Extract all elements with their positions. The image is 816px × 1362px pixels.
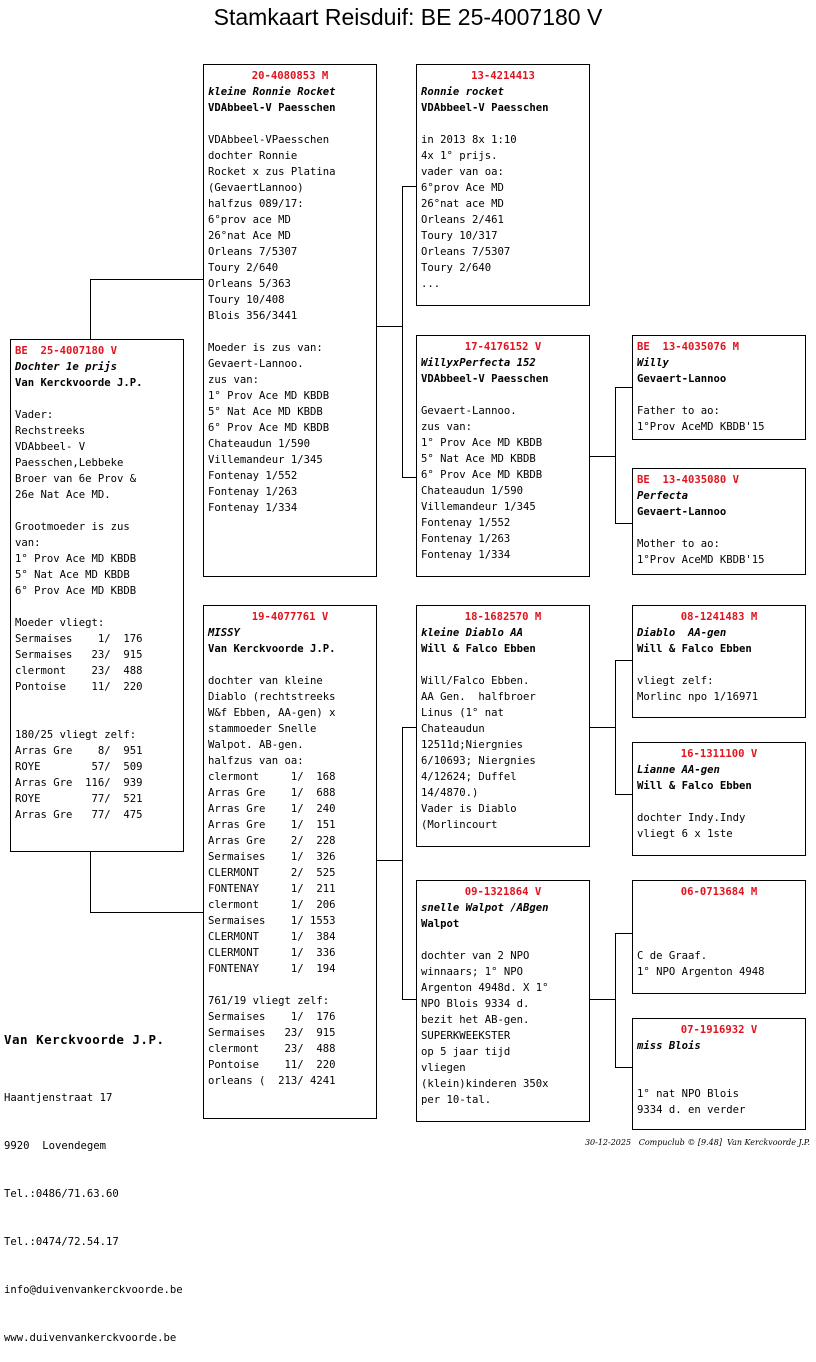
note-line: CLERMONT 1/ 384	[208, 931, 336, 943]
note-line: Will/Falco Ebben.	[421, 675, 530, 687]
connector	[90, 912, 204, 913]
note-line: 26e Nat Ace MD.	[15, 489, 111, 501]
note-line: Fontenay 1/334	[421, 549, 511, 561]
ring-number: BE 13-4035080 V	[637, 474, 740, 486]
note-line: Walpot. AB-gen.	[208, 739, 304, 751]
pigeon-card-father-father[interactable]	[416, 64, 590, 306]
note-line: Arras Gre 1/ 151	[208, 819, 336, 831]
pigeon-card-subject[interactable]	[10, 339, 184, 852]
pigeon-owner: Will & Falco Ebben	[421, 643, 536, 655]
connector	[589, 727, 615, 728]
note-line: W&f Ebben, AA-gen) x	[208, 707, 336, 719]
pigeon-card-father-mother[interactable]	[416, 335, 590, 577]
connector	[402, 477, 417, 478]
note-line: Villemandeur 1/345	[421, 501, 536, 513]
note-line: C de Graaf.	[637, 950, 708, 962]
note-line: 6/10693; Niergnies	[421, 755, 536, 767]
note-line: clermont 23/ 488	[208, 1043, 336, 1055]
note-line: 26°nat Ace MD	[208, 230, 291, 242]
note-line: SUPERKWEEKSTER	[421, 1030, 511, 1042]
note-line: Argenton 4948d. X 1°	[421, 982, 549, 994]
note-line: Fontenay 1/334	[208, 502, 298, 514]
note-line: 5° Nat Ace MD KBDB	[421, 453, 536, 465]
note-line: orleans ( 213/ 4241	[208, 1075, 336, 1087]
pigeon-owner: VDAbbeel-V Paesschen	[421, 102, 549, 114]
note-line: clermont 1/ 206	[208, 899, 336, 911]
note-line: 761/19 vliegt zelf:	[208, 995, 330, 1007]
ring-number: 07-1916932 V	[680, 1024, 758, 1036]
pigeon-card-mm-father[interactable]	[632, 880, 806, 994]
note-line: VDAbbeel-VPaesschen	[208, 134, 330, 146]
note-line: Moeder vliegt:	[15, 617, 105, 629]
ring-number: 06-0713684 M	[680, 886, 758, 898]
ring-number: 16-1311100 V	[680, 748, 758, 760]
note-line: winnaars; 1° NPO	[421, 966, 524, 978]
note-line: Fontenay 1/263	[208, 486, 298, 498]
pigeon-card-mother-mother[interactable]	[416, 880, 590, 1122]
note-line: Sermaises 1/ 176	[15, 633, 143, 645]
note-line: Arras Gre 116/ 939	[15, 777, 143, 789]
note-line	[637, 657, 801, 673]
note-line: NPO Blois 9334 d.	[421, 998, 530, 1010]
print-stamp: 30-12-2025 Compuclub © [9.48] Van Kerckvoorde J.P.	[584, 1138, 810, 1147]
note-line: 1° Prov Ace MD KBDB	[15, 553, 137, 565]
note-line: 6°prov Ace MD	[421, 182, 504, 194]
note-line: 6° Prov Ace MD KBDB	[15, 585, 137, 597]
note-line	[15, 503, 179, 519]
pigeon-name: snelle Walpot /ABgen	[421, 902, 549, 914]
connector	[615, 933, 616, 1068]
note-line: Diablo (rechtstreeks	[208, 691, 336, 703]
connector	[376, 326, 402, 327]
note-line: Orleans 2/461	[421, 214, 504, 226]
note-line: vliegt 6 x 1ste	[637, 828, 733, 840]
connector	[615, 660, 616, 795]
connector	[402, 186, 403, 478]
note-line: Vader:	[15, 409, 54, 421]
note-line: Orleans 5/363	[208, 278, 291, 290]
note-line	[637, 932, 801, 948]
note-line: Toury 2/640	[208, 262, 279, 274]
phone-1: Tel.:0486/71.63.60	[4, 1188, 119, 1200]
connector	[90, 851, 91, 913]
note-line: 1°Prov AceMD KBDB'15	[637, 554, 765, 566]
pigeon-card-mf-mother[interactable]	[632, 742, 806, 856]
note-line: 12511d;Niergnies	[421, 739, 524, 751]
note-line: CLERMONT 1/ 336	[208, 947, 336, 959]
note-line: Gevaert-Lannoo.	[208, 358, 304, 370]
note-line: Fontenay 1/263	[421, 533, 511, 545]
pigeon-owner: Gevaert-Lannoo	[637, 506, 727, 518]
note-line: Vader is Diablo	[421, 803, 517, 815]
note-line	[637, 1070, 801, 1086]
note-line: Arras Gre 77/ 475	[15, 809, 143, 821]
note-line	[208, 977, 372, 993]
note-line: 5° Nat Ace MD KBDB	[15, 569, 130, 581]
note-line: vliegt zelf:	[637, 675, 714, 687]
note-line: halfzus 089/17:	[208, 198, 304, 210]
note-line: Toury 10/408	[208, 294, 285, 306]
note-line: 4/12624; Duffel	[421, 771, 517, 783]
note-line: stammoeder Snelle	[208, 723, 317, 735]
connector	[402, 186, 417, 187]
note-line: Linus (1° nat	[421, 707, 504, 719]
note-line: zus van:	[208, 374, 260, 386]
pigeon-card-mf-father[interactable]	[632, 605, 806, 718]
note-line	[421, 932, 585, 948]
connector	[90, 279, 91, 340]
note-line: Blois 356/3441	[208, 310, 298, 322]
note-line: (Morlincourt	[421, 819, 498, 831]
note-line: AA Gen. halfbroer	[421, 691, 536, 703]
note-line: Sermaises 1/ 176	[208, 1011, 336, 1023]
pigeon-name: MISSY	[208, 627, 240, 639]
note-line: 1° Prov Ace MD KBDB	[208, 390, 330, 402]
note-line: in 2013 8x 1:10	[421, 134, 517, 146]
note-line	[208, 657, 372, 673]
note-line: vliegen	[421, 1062, 466, 1074]
pigeon-owner: Walpot	[421, 918, 460, 930]
pigeon-owner: Van Kerckvoorde J.P.	[15, 377, 143, 389]
connector	[90, 279, 204, 280]
ring-number: 09-1321864 V	[464, 886, 542, 898]
note-line: Chateaudun 1/590	[421, 485, 524, 497]
pigeon-name: miss Blois	[637, 1040, 701, 1052]
note-line: Rocket x zus Platina	[208, 166, 336, 178]
note-line: Toury 2/640	[421, 262, 492, 274]
note-line: van:	[15, 537, 41, 549]
note-line: ROYE 57/ 509	[15, 761, 143, 773]
note-line: 14/4870.)	[421, 787, 479, 799]
connector	[615, 523, 633, 524]
note-line: 1° Prov Ace MD KBDB	[421, 437, 543, 449]
note-line: Arras Gre 1/ 688	[208, 787, 336, 799]
note-line: Gevaert-Lannoo.	[421, 405, 517, 417]
note-line: bezit het AB-gen.	[421, 1014, 530, 1026]
note-line: clermont 1/ 168	[208, 771, 336, 783]
ring-number: BE 13-4035076 M	[637, 341, 740, 353]
connector	[402, 727, 417, 728]
ring-number: 08-1241483 M	[680, 611, 758, 623]
note-line: Rechstreeks	[15, 425, 86, 437]
note-line: halfzus van oa:	[208, 755, 304, 767]
note-line: Moeder is zus van:	[208, 342, 323, 354]
pigeon-name	[637, 900, 801, 916]
pigeon-name: Diablo AA-gen	[637, 627, 727, 639]
pigeon-owner: Will & Falco Ebben	[637, 643, 752, 655]
note-line	[15, 599, 179, 615]
page-title: Stamkaart Reisduif: BE 25-4007180 V	[213, 4, 603, 30]
pigeon-card-mother[interactable]	[203, 605, 377, 1119]
address-city: 9920 Lovendegem	[4, 1140, 107, 1152]
pigeon-card-mm-mother[interactable]	[632, 1018, 806, 1130]
note-line: Toury 10/317	[421, 230, 498, 242]
ring-number: 17-4176152 V	[464, 341, 542, 353]
note-line	[208, 324, 372, 340]
note-line	[421, 387, 585, 403]
note-line	[15, 391, 179, 407]
connector	[376, 860, 402, 861]
note-line	[421, 657, 585, 673]
note-line: 6°prov ace MD	[208, 214, 291, 226]
note-line: FONTENAY 1/ 194	[208, 963, 336, 975]
note-line: Sermaises 23/ 915	[15, 649, 143, 661]
pigeon-name: Ronnie rocket	[421, 86, 504, 98]
connector	[615, 794, 633, 795]
note-line: CLERMONT 2/ 525	[208, 867, 336, 879]
note-line: ROYE 77/ 521	[15, 793, 143, 805]
note-line: vader van oa:	[421, 166, 504, 178]
note-line: Arras Gre 8/ 951	[15, 745, 143, 757]
note-line: 5° Nat Ace MD KBDB	[208, 406, 323, 418]
pigeon-owner: Van Kerckvoorde J.P.	[208, 643, 336, 655]
note-line: clermont 23/ 488	[15, 665, 143, 677]
address-street: Haantjenstraat 17	[4, 1092, 113, 1104]
note-line: 26°nat ace MD	[421, 198, 504, 210]
note-line: Paesschen,Lebbeke	[15, 457, 124, 469]
note-line: 1° NPO Argenton 4948	[637, 966, 765, 978]
note-line: Pontoise 11/ 220	[15, 681, 143, 693]
email-link[interactable]: info@duivenvankerckvoorde.be	[4, 1284, 183, 1296]
pigeon-owner	[637, 1054, 801, 1070]
breeder-contact	[4, 1058, 183, 1362]
note-line: Villemandeur 1/345	[208, 454, 323, 466]
note-line	[208, 116, 372, 132]
pigeon-owner: VDAbbeel-V Paesschen	[421, 373, 549, 385]
pigeon-card-fm-father[interactable]	[632, 335, 806, 440]
note-line: Arras Gre 1/ 240	[208, 803, 336, 815]
note-line: VDAbbeel- V	[15, 441, 86, 453]
note-line: dochter van kleine	[208, 675, 323, 687]
note-line: Sermaises 1/ 1553	[208, 915, 336, 927]
note-line: Sermaises 1/ 326	[208, 851, 336, 863]
note-line: 180/25 vliegt zelf:	[15, 729, 137, 741]
note-line: 1° nat NPO Blois	[637, 1088, 740, 1100]
note-line: ...	[421, 278, 441, 290]
connector	[615, 660, 633, 661]
connector	[402, 999, 417, 1000]
pigeon-name: kleine Diablo AA	[421, 627, 524, 639]
ring-number: BE 25-4007180 V	[15, 345, 118, 357]
note-line: 6° Prov Ace MD KBDB	[421, 469, 543, 481]
note-line: zus van:	[421, 421, 473, 433]
connector	[615, 387, 616, 524]
note-line: FONTENAY 1/ 211	[208, 883, 336, 895]
note-line: Orleans 7/5307	[421, 246, 511, 258]
breeder-name: Van Kerckvoorde J.P.	[4, 1032, 165, 1047]
connector	[615, 387, 633, 388]
note-line: Chateaudun	[421, 723, 485, 735]
note-line: 1°Prov AceMD KBDB'15	[637, 421, 765, 433]
note-line	[637, 520, 801, 536]
note-line: Mother to ao:	[637, 538, 720, 550]
pigeon-name: Dochter 1e prijs	[15, 361, 118, 373]
ring-number: 19-4077761 V	[251, 611, 329, 623]
note-line: per 10-tal.	[421, 1094, 492, 1106]
note-line: 9334 d. en verder	[637, 1104, 746, 1116]
connector	[402, 727, 403, 1000]
pigeon-card-mother-father[interactable]	[416, 605, 590, 847]
note-line: Broer van 6e Prov &	[15, 473, 137, 485]
note-line	[637, 387, 801, 403]
note-line: dochter Ronnie	[208, 150, 298, 162]
note-line: (klein)kinderen 350x	[421, 1078, 549, 1090]
connector	[615, 1067, 633, 1068]
note-line: Orleans 7/5307	[208, 246, 298, 258]
pigeon-owner: Will & Falco Ebben	[637, 780, 752, 792]
note-line: Fontenay 1/552	[421, 517, 511, 529]
note-line: (GevaertLannoo)	[208, 182, 304, 194]
note-line: Father to ao:	[637, 405, 720, 417]
connector	[589, 456, 615, 457]
website-link[interactable]: www.duivenvankerckvoorde.be	[4, 1332, 177, 1344]
ring-number: 18-1682570 M	[464, 611, 542, 623]
connector	[615, 933, 633, 934]
note-line: 6° Prov Ace MD KBDB	[208, 422, 330, 434]
note-line	[421, 116, 585, 132]
note-line: Morlinc npo 1/16971	[637, 691, 759, 703]
note-line: dochter van 2 NPO	[421, 950, 530, 962]
pigeon-owner	[637, 916, 801, 932]
note-line	[15, 711, 179, 727]
ring-number: 20-4080853 M	[251, 70, 329, 82]
pigeon-owner: VDAbbeel-V Paesschen	[208, 102, 336, 114]
pigeon-name: Perfecta	[637, 490, 689, 502]
connector	[589, 999, 615, 1000]
pigeon-name: Willy	[637, 357, 669, 369]
note-line: op 5 jaar tijd	[421, 1046, 511, 1058]
ring-number: 13-4214413	[471, 70, 535, 82]
note-line: dochter Indy.Indy	[637, 812, 746, 824]
note-line	[15, 695, 179, 711]
note-line: Fontenay 1/552	[208, 470, 298, 482]
note-line: Grootmoeder is zus	[15, 521, 130, 533]
pigeon-owner: Gevaert-Lannoo	[637, 373, 727, 385]
pigeon-name: Lianne AA-gen	[637, 764, 720, 776]
pigeon-card-father[interactable]	[203, 64, 377, 577]
pigeon-name: WillyxPerfecta 152	[421, 357, 536, 369]
note-line	[637, 794, 801, 810]
note-line: Pontoise 11/ 220	[208, 1059, 336, 1071]
note-line: Sermaises 23/ 915	[208, 1027, 336, 1039]
note-line: Arras Gre 2/ 228	[208, 835, 336, 847]
phone-2: Tel.:0474/72.54.17	[4, 1236, 119, 1248]
note-line: 4x 1° prijs.	[421, 150, 498, 162]
pigeon-card-fm-mother[interactable]	[632, 468, 806, 575]
note-line: Chateaudun 1/590	[208, 438, 311, 450]
pigeon-name: kleine Ronnie Rocket	[208, 86, 336, 98]
